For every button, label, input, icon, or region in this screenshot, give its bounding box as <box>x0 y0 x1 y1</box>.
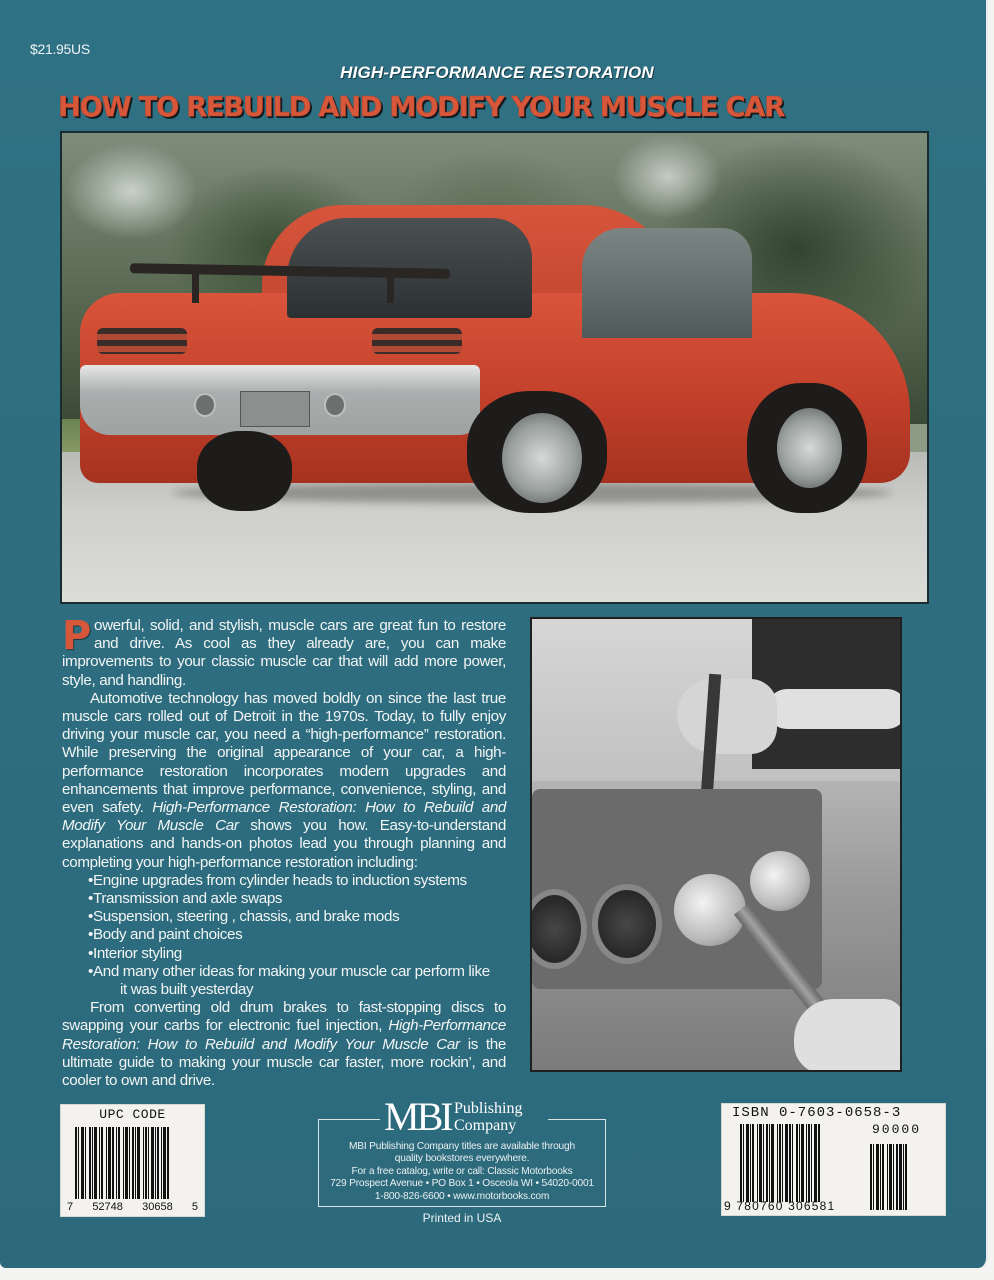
description-text <box>62 613 507 1090</box>
series-title: HIGH-PERFORMANCE RESTORATION <box>340 63 654 82</box>
isbn-barcode-bars <box>740 1124 852 1202</box>
main-title: HOW TO REBUILD AND MODIFY YOUR MUSCLE CAR <box>58 90 784 123</box>
isbn-price-code: 90000 <box>872 1122 922 1137</box>
price-barcode-bars <box>870 1144 928 1210</box>
arm <box>767 689 902 729</box>
car-side-window <box>582 228 752 338</box>
printed-in-label: Printed in USA <box>422 1211 502 1225</box>
spoiler-leg <box>387 273 394 303</box>
list-item: •Interior styling <box>88 944 182 962</box>
exhaust-right <box>324 393 346 417</box>
wheel-rear-left <box>197 431 292 511</box>
isbn-label: ISBN 0-7603-0658-3 <box>732 1105 902 1121</box>
list-item: •Transmission and axle swaps <box>88 890 283 908</box>
exhaust-left <box>194 393 216 417</box>
list-item: •And many other ideas for making your muscle car perform like it was built yesterday <box>88 962 490 999</box>
hand-bottom <box>794 999 902 1072</box>
piston <box>750 851 810 911</box>
taillight-left <box>97 328 187 354</box>
engine-photo <box>530 617 902 1072</box>
publisher-logo-words: Publishing Company <box>454 1100 523 1134</box>
hubcap <box>777 408 842 488</box>
paragraph-3: From converting old drum brakes to fast-stopping discs to swapping your carbs for electronic fuel injection, High-Performance Restoration: How to Rebuild and Modify Your Muscle Car is the ultimate guide to making your muscle car faster, more rockin’, and cooler to own and drive. <box>62 999 506 1090</box>
list-item: •Suspension, steering , chassis, and brake mods <box>88 908 400 926</box>
list-item: •Engine upgrades from cylinder heads to induction systems <box>88 871 467 889</box>
book-title-italic: High-Performance Restoration: How to Rebuild and Modify Your Muscle Car <box>62 799 507 835</box>
upc-barcode <box>60 1104 205 1217</box>
price-label: $21.95US <box>30 41 90 57</box>
paragraph-1: owerful, solid, and stylish, muscle cars are great fun to restore and drive. As cool as they already are, you can make improvements to your classic muscle car that will add more power, style, and handling. <box>62 617 506 689</box>
car-photo <box>60 131 929 604</box>
isbn-digits: 9 780760 306581 <box>724 1199 836 1213</box>
upc-label: UPC CODE <box>99 1107 166 1122</box>
hand-top <box>677 679 777 754</box>
cylinder-bore <box>592 884 662 964</box>
publisher-block <box>318 1094 606 1207</box>
book-title-italic: High-Performance Restoration: How to Rebuild and Modify Your Muscle Car <box>62 1017 506 1053</box>
drop-cap: P <box>62 613 91 659</box>
license-plate <box>240 391 310 427</box>
paragraph-2: Automotive technology has moved boldly on since the last true muscle cars rolled out of Detroit in the 1970s. Today, to fully enjoy driving your muscle car, you need a “high-performance” restoration. While preserving the original appearance of your car, a high-performance restoration incorporates modern upgrades and enhancements that improve performance, convenience, styling, and even safety. High-Performance Restoration: How to Rebuild and Modify Your Muscle Car shows you how. Easy-to-understand explanations and hands-on photos lead you through planning and completing your high-performance restoration including: <box>62 689 507 871</box>
barcode-bars <box>75 1127 193 1199</box>
list-item: •Body and paint choices <box>88 926 243 944</box>
isbn-barcode <box>721 1103 946 1216</box>
publisher-info: MBI Publishing Company titles are available through quality bookstores everywhere. For a free catalog, write or call: Classic Motorbooks 729 Prospect Avenue • PO Box 1 • Osceola WI • 54020-0001 1-800-826-6600 • www.motorbooks.com <box>330 1141 594 1202</box>
upc-digits: 7 52748 30658 5 <box>67 1201 198 1213</box>
hubcap <box>502 413 582 503</box>
feature-list <box>62 872 506 999</box>
piston <box>674 874 746 946</box>
taillight-right <box>372 328 462 354</box>
publisher-logo: MBI <box>384 1094 451 1139</box>
spoiler-leg <box>192 273 199 303</box>
